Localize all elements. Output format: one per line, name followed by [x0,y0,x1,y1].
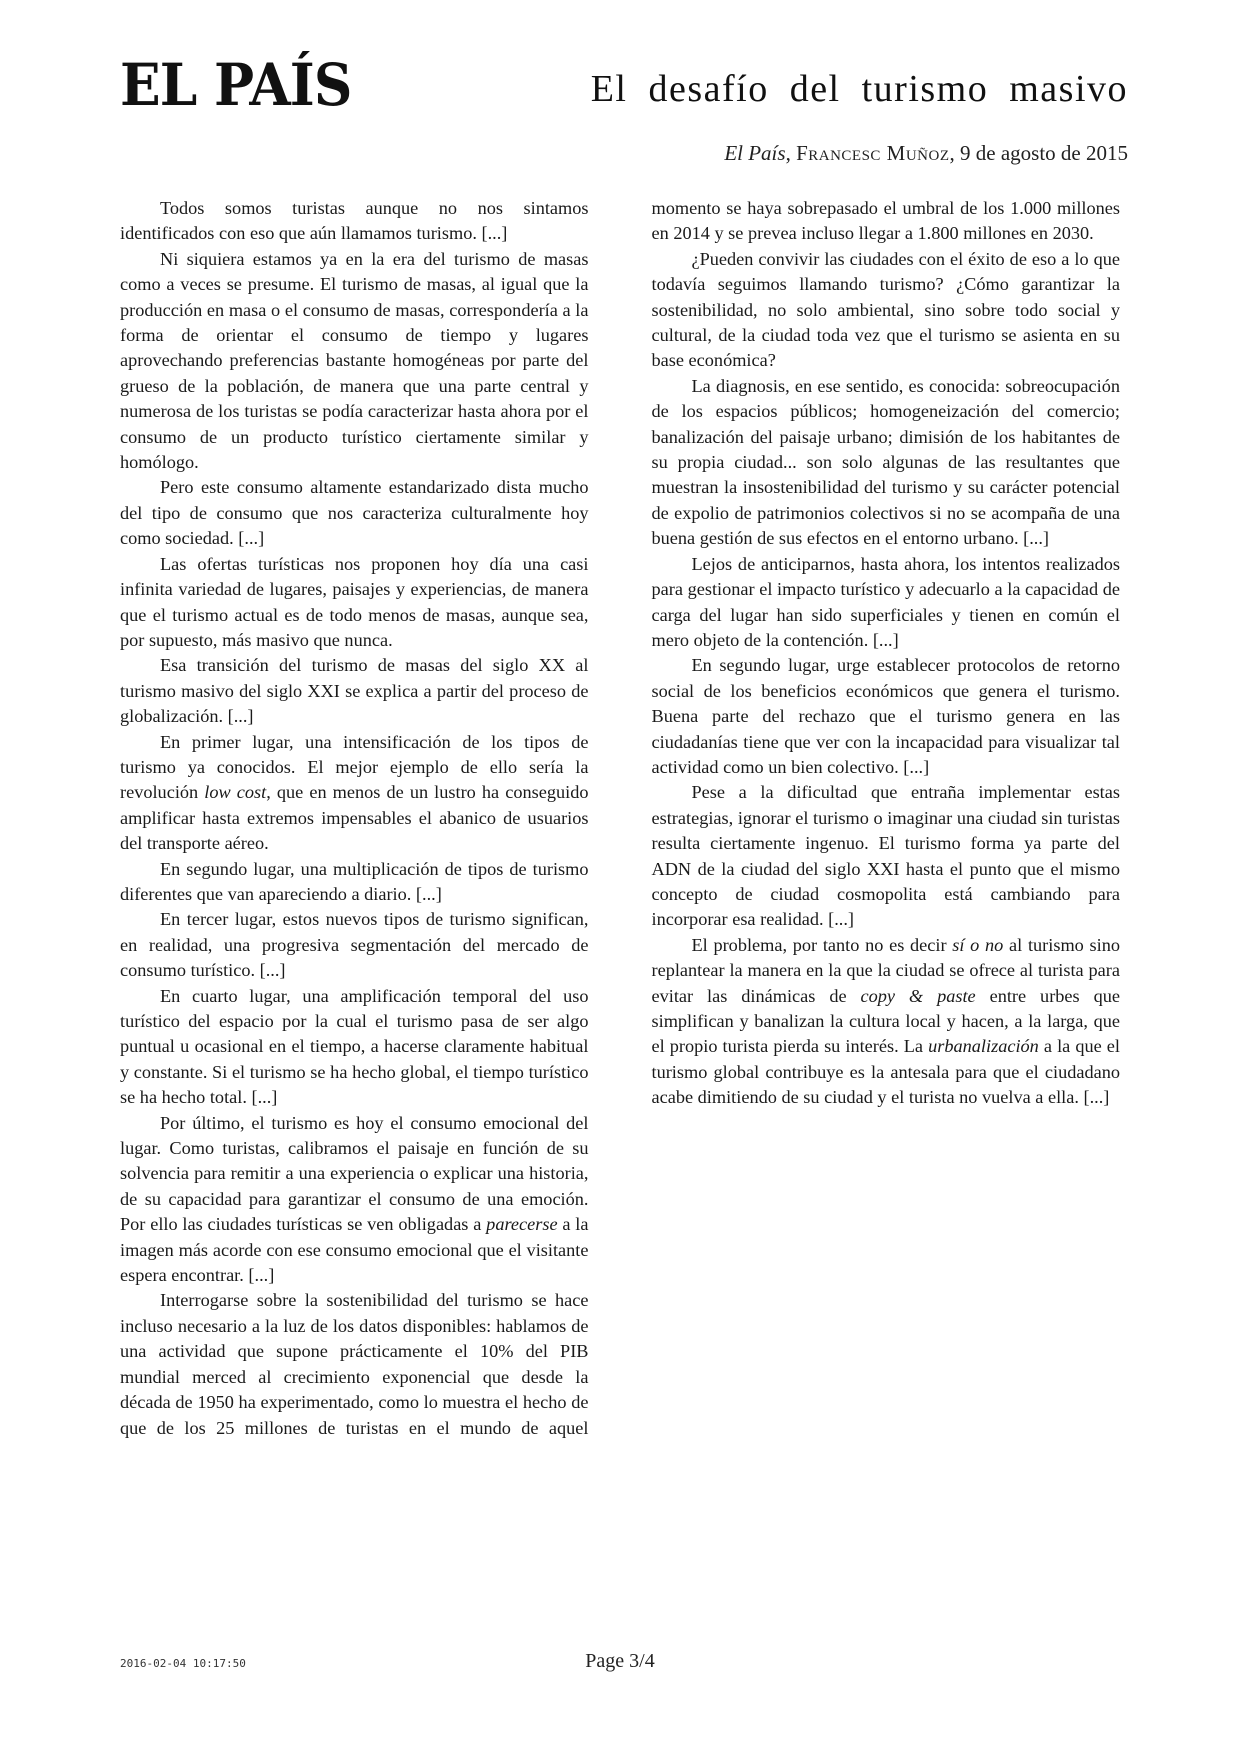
paragraph [120,1111,589,1289]
emphasis-text: parecerse [486,1214,558,1235]
paragraph: Interrogarse sobre la sostenibilidad del turismo se hace incluso necesario a la luz de los datos disponibles: hablamos de una actividad que supone prácticamente el 10% del PIB mundial merced al crecimiento exponencial que desde la década de 1950 ha experimentado, como lo muestra el hecho de que de los 25 millones de turistas en el mundo de aquel momento se haya sobrepasado el umbral de los 1.000 millones en 2014 y se prevea incluso llegar a 1.800 millones en 2030. [120,198,1120,1438]
el-pais-logo: EL PAÍS [120,51,352,119]
paragraph [652,933,1121,1111]
emphasis-text: urbanalización [928,1036,1039,1057]
paragraph: Lejos de anticiparnos, hasta ahora, los intentos realizados para gestionar el impacto turístico y adecuarlo a la capacidad de carga del lugar han sido superficiales y tienen en común el mero objeto de la contención. [...] [651,553,1120,650]
paragraph: Ni siquiera estamos ya en la era del turismo de masas como a veces se presume. El turismo de masas, al igual que la producción en masa o el consumo de masas, correspondería a la forma de orientar el consumo de tiempo y lugares aprovechando preferencias bastante homogéneas por parte del grueso de la población, de manera que una parte central y numerosa de los turistas se podía caracterizar hasta ahora por el consumo de un producto turístico ciertamente similar y homólogo. [120,248,589,473]
paragraph: ¿Pueden convivir las ciudades con el éxito de eso a lo que todavía seguimos llamando turismo? ¿Cómo garantizar la sostenibilidad, no solo ambiental, sino sobre todo social y cultural, de la ciudad toda vez que el turismo se asienta en su base económica? [651,248,1120,371]
print-timestamp: 2016-02-04 10:17:50 [120,1657,246,1670]
byline [724,143,1128,164]
paragraph [120,730,589,857]
paragraph-text: , que en menos de un lustro ha conseguido amplificar hasta extremos impensables el abanico de usuarios del transporte aéreo. [120,782,589,854]
paragraph: Esa transición del turismo de masas del siglo XX al turismo masivo del siglo XXI se explica a partir del proceso de globalización. [...] [120,655,589,727]
paragraph-text: El problema, por tanto no es decir [691,934,953,955]
emphasis-text: sí o no [952,934,1004,955]
emphasis-text: low cost [204,782,267,803]
paragraph-text: al turismo sino replantear la manera en la que la ciudad se ofrece al turista para evitar las dinámicas de [651,934,1120,1006]
paragraph-text: a la imagen más acorde con ese consumo emocional que el visitante espera encontrar. [...] [120,1214,589,1286]
paragraph-text: En primer lugar, una intensificación de los tipos de turismo ya conocidos. El mejor ejemplo de ello sería la revolución [120,731,589,803]
paragraph: La diagnosis, en ese sentido, es conocida: sobreocupación de los espacios públicos; homogeneización del comercio; banalización del paisaje urbano; dimisión de los habitantes de su propia ciudad... son solo algunas de las resultantes que muestran la insostenibilidad del turismo y su carácter potencial de expolio de patrimonios colectivos si no se acompaña de una buena gestión de sus efectos en el entorno urbano. [...] [651,375,1120,549]
page-number: Page 3/4 [585,1650,655,1672]
paragraph: Todos somos turistas aunque no nos sintamos identificados con eso que aún llamamos turismo. [...] [120,198,589,244]
emphasis-text: copy & paste [860,985,976,1006]
paragraph-text: a la que el turismo global contribuye es la antesala para que el ciudadano acabe dimitiendo de su ciudad y el turista no vuelva a ella. [...] [651,1036,1120,1108]
paragraph: En cuarto lugar, una amplificación temporal del uso turístico del espacio por la cual el turismo pasa de ser algo puntual u ocasional en el tiempo, a hacerse claramente habitual y constante. Si el turismo se ha hecho global, el tiempo turístico se ha hecho total. [...] [120,985,589,1108]
paragraph: Las ofertas turísticas nos proponen hoy día una casi infinita variedad de lugares, paisajes y experiencias, de manera que el turismo actual es de todo menos de masas, aunque sea, por supuesto, más masivo que nunca. [120,553,589,650]
byline-date: 9 de agosto de 2015 [960,141,1128,165]
article-body [120,196,1120,1486]
byline-separator: , [785,141,797,165]
paragraph: En segundo lugar, urge establecer protocolos de retorno social de los beneficios económicos que genera el turismo. Buena parte del rechazo que el turismo genera en las ciudadanías tiene que ver con la incapacidad para visualizar tal actividad como un bien colectivo. [...] [651,655,1120,777]
byline-separator: , [949,141,961,165]
paragraph-text: Por último, el turismo es hoy el consumo emocional del lugar. Como turistas, calibramos el paisaje en función de su solvencia para remitir a una experiencia o explicar una historia, de su capacidad para garantizar el consumo de una emoción. Por ello las ciudades turísticas se ven obligadas a [120,1112,589,1235]
byline-publication: El País [724,141,786,165]
paragraph-text: entre urbes que simplifican y banalizan la cultura local y hacen, a la larga, que el propio turista pierda su interés. La [651,985,1120,1057]
byline-author: Francesc Muñoz [796,141,950,165]
paragraph: En segundo lugar, una multiplicación de tipos de turismo diferentes que van apareciendo a diario. [...] [120,858,589,904]
article-title: El desafío del turismo masivo [590,68,1128,110]
paragraph: Pero este consumo altamente estandarizado dista mucho del tipo de consumo que nos caracteriza culturalmente hoy como sociedad. [...] [120,477,589,549]
paragraph: Pese a la dificultad que entraña implementar estas estrategias, ignorar el turismo o imaginar una ciudad sin turistas resulta ciertamente ingenuo. El turismo forma ya parte del ADN de la ciudad del siglo XXI hasta el punto que el mismo concepto de ciudad cosmopolita está cambiando para incorporar esa realidad. [...] [651,782,1120,930]
paragraph: En tercer lugar, estos nuevos tipos de turismo significan, en realidad, una progresiva segmentación del mercado de consumo turístico. [...] [120,909,589,981]
